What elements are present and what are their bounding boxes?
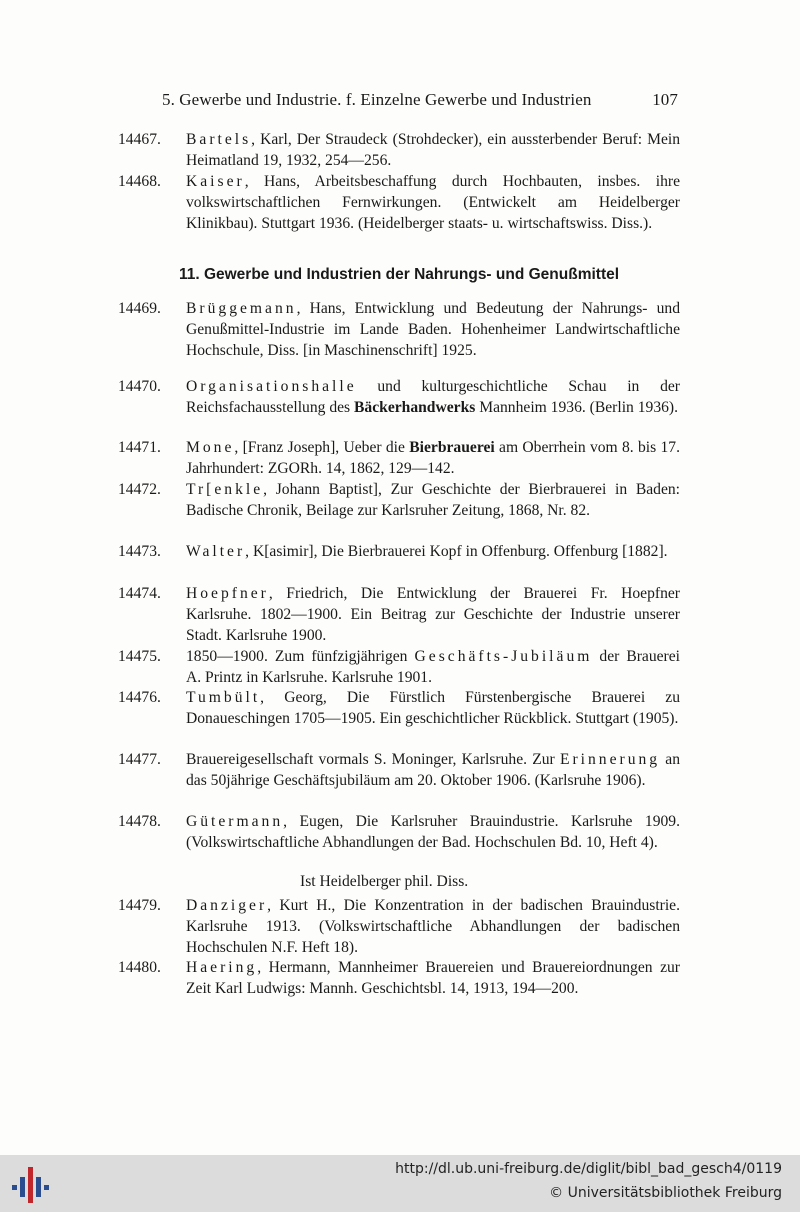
entry-author: Hoepfner [186,585,269,602]
bib-entry-14467 [118,129,680,171]
entry-description: , Hans, Entwicklung und Bedeutung der Nahrungs- und Genußmittel-Industrie im Lande Baden. Hohenheimer Landwirtschaftliche Hochschule, Diss. [in Maschinenschrift] 1925. [186,300,680,359]
library-logo-icon [10,1163,50,1205]
entry-text-part: der Brauerei A. Printz in Karlsruhe. Karlsruhe 1901. [186,648,681,686]
entry-note: Ist Heidelberger phil. Diss. [300,873,469,890]
entry-text [186,811,680,853]
entry-text [186,957,680,999]
entry-description: , Friedrich, Die Entwicklung der Brauerei Fr. Hoepfner Karlsruhe. 1802—1900. Ein Beitrag zur Geschichte der Industrie unserer Stadt. Karlsruhe 1900. [186,585,680,644]
entry-number: 14471. [118,439,161,456]
entry-spaced-title: Organisationshalle [186,378,357,395]
entry-text-part: Mannheim 1936. (Berlin 1936). [475,399,679,416]
running-header [162,90,678,110]
bib-entry-14480 [118,957,680,999]
entry-number: 14475. [118,648,161,665]
bib-entry-14469 [118,298,680,361]
entry-text-part: , [Franz Joseph], Ueber die [234,439,410,456]
entry-text [186,687,680,729]
bib-entry-14479 [118,895,680,958]
entry-spaced-title: Geschäfts-Jubiläum [414,648,593,665]
entry-text [186,129,680,171]
running-title: 5. Gewerbe und Industrie. f. Einzelne Gewerbe und Industrien [162,90,592,109]
entry-text-part: und kulturgeschichtliche Schau in der Reichsfachausstellung des [186,378,680,416]
bib-entry-14476 [118,687,680,729]
entry-author: Kaiser [186,173,245,190]
entry-keyword: Bäckerhandwerks [354,399,476,416]
entry-keyword: Bierbrauerei [409,439,495,456]
bib-entry-14470 [118,376,680,418]
entry-text-part: am Oberrhein vom 8. bis 17. Jahrhundert: ZGORh. 14, 1862, 129—142. [186,439,681,477]
entry-number: 14477. [118,751,161,768]
bib-entry-14477 [118,749,680,791]
entry-author: Tumbült [186,689,261,706]
entry-description: , Eugen, Die Karlsruher Brauindustrie. Karlsruhe 1909. (Volkswirtschaftliche Abhandlungen der Bad. Hochschulen Bd. 10, Heft 4). [186,813,680,851]
entry-text [186,541,680,562]
entry-text [186,298,680,361]
entry-number: 14476. [118,689,161,706]
entry-text [186,171,680,234]
entry-author: Gütermann [186,813,284,830]
entry-author: Bartels [186,131,252,148]
entry-text-part: 1850—1900. Zum fünfzigjährigen [186,648,415,665]
entry-description: , Johann Baptist], Zur Geschichte der Bierbrauerei in Baden: Badische Chronik, Beilage zur Karlsruher Zeitung, 1868, Nr. 82. [186,481,680,519]
copyright-notice: © Universitätsbibliothek Freiburg [549,1185,782,1201]
entry-author: Brüggemann [186,300,297,317]
viewer-footer [0,1155,800,1212]
entry-author: Mone [186,439,235,456]
page-number: 107 [652,90,678,109]
entry-number: 14472. [118,481,161,498]
entry-number: 14479. [118,897,161,914]
bib-entry-14478 [118,811,680,853]
entry-text [186,749,680,791]
entry-text [186,437,680,479]
entry-number: 14469. [118,300,161,317]
entry-text [186,895,680,958]
entry-text [186,479,680,521]
entry-number: 14473. [118,543,161,560]
entry-text [186,376,680,418]
entry-author: Tr[enkle [186,481,264,498]
bib-entry-14474 [118,583,680,646]
bib-entry-14471 [118,437,680,479]
entry-text-part: Brauereigesellschaft vormals S. Moninger, Karlsruhe. Zur [186,751,560,768]
entry-number: 14478. [118,813,161,830]
entry-description: , K[asimir], Die Bierbrauerei Kopf in Offenburg. Offenburg [1882]. [245,543,668,560]
entry-text [186,583,680,646]
entry-description: , Hans, Arbeitsbeschaffung durch Hochbauten, insbes. ihre volkswirtschaftlichen Fernwirkungen. (Entwickelt am Heidelberger Klinikbau). Stuttgart 1936. (Heidelberger staats- u. wirtschaftswiss. Diss.). [186,173,680,232]
bib-entry-14472 [118,479,680,521]
bib-entry-14473 [118,541,680,562]
entry-number: 14467. [118,131,161,148]
permalink-url[interactable]: http://dl.ub.uni-freiburg.de/diglit/bibl_bad_gesch4/0119 [395,1161,782,1177]
bib-entry-14468 [118,171,680,234]
entry-author: Danziger [186,897,268,914]
entry-number: 14480. [118,959,161,976]
entry-text [186,646,680,688]
entry-number: 14470. [118,378,161,395]
entry-author: Haering [186,959,258,976]
entry-description: , Georg, Die Fürstlich Fürstenbergische Brauerei zu Donaueschingen 1705—1905. Ein geschichtlicher Rückblick. Stuttgart (1905). [186,689,680,727]
entry-description: , Kurt H., Die Konzentration in der badischen Brauindustrie. Karlsruhe 1913. (Volkswirtschaftliche Abhandlungen der badischen Hochschulen N.F. Heft 18). [186,897,680,956]
section-heading: 11. Gewerbe und Industrien der Nahrungs- und Genußmittel [178,266,620,283]
bib-entry-14475 [118,646,680,688]
entry-author: Walter [186,543,246,560]
entry-text-part: an das 50jährige Geschäftsjubiläum am 20. Oktober 1906. (Karlsruhe 1906). [186,751,681,789]
entry-description: , Hermann, Mannheimer Brauereien und Brauereiordnungen zur Zeit Karl Ludwigs: Mannh. Geschichtsbl. 14, 1913, 194—200. [186,959,680,997]
entry-description: , Karl, Der Straudeck (Strohdecker), ein aussterbender Beruf: Mein Heimatland 19, 1932, 254—256. [186,131,680,169]
entry-number: 14474. [118,585,161,602]
entry-number: 14468. [118,173,161,190]
entry-spaced-title: Erinnerung [559,751,661,768]
